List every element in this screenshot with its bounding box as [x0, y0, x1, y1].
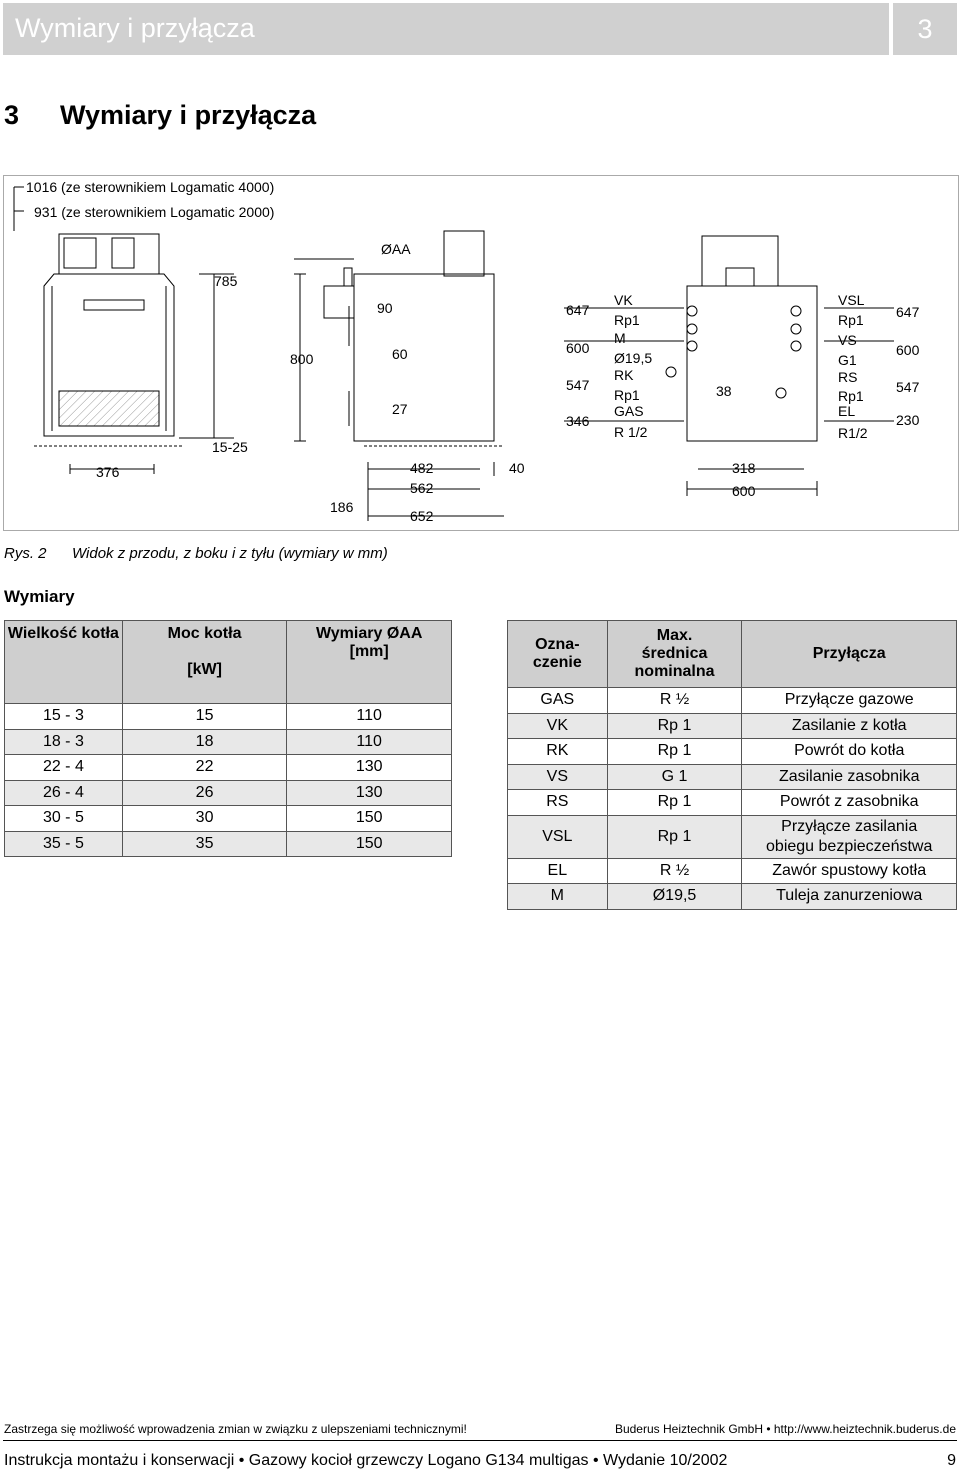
t1-cell: 22: [122, 755, 287, 781]
header-section-number: 3: [893, 3, 957, 55]
t1-cell: 18: [122, 729, 287, 755]
dim-785: 785: [214, 273, 238, 289]
t2-cell: Zasilanie z kotła: [742, 713, 957, 739]
t1-cell: 30 - 5: [5, 806, 123, 832]
dim-652: 652: [410, 508, 434, 524]
dim-482: 482: [410, 460, 434, 476]
t1-cell: 110: [287, 729, 452, 755]
dim-15-25: 15-25: [212, 439, 248, 455]
rear-right-h-2: 547: [896, 379, 920, 395]
t1-cell: 130: [287, 755, 452, 781]
table-row: [5, 729, 452, 755]
t1-cell: 15 - 3: [5, 704, 123, 730]
t1-cell: 15: [122, 704, 287, 730]
rear-left-size-2: Rp1: [614, 387, 640, 403]
rear-right-size-0: Rp1: [838, 312, 864, 328]
t2-cell: RS: [508, 790, 608, 816]
rear-right-h-0: 647: [896, 304, 920, 320]
rear-left-h-0: 647: [566, 302, 590, 318]
rear-left-code-2: RK: [614, 367, 634, 383]
t1-header-power: Moc kotła [kW]: [122, 621, 287, 704]
t1-cell: 18 - 3: [5, 729, 123, 755]
table-row: [508, 815, 957, 858]
t2-cell: G 1: [607, 764, 742, 790]
header-title: Wymiary i przyłącza: [15, 13, 255, 43]
drawing-svg: [4, 176, 958, 530]
t2-cell: Powrót z zasobnika: [742, 790, 957, 816]
page-header-bar: [3, 3, 889, 55]
t1-cell: 150: [287, 806, 452, 832]
t2-cell: Tuleja zanurzeniowa: [742, 884, 957, 910]
rear-left-h-3: 346: [566, 413, 590, 429]
table-row: [508, 764, 957, 790]
t1-cell: 150: [287, 831, 452, 857]
rear-right-code-1: VS: [838, 332, 857, 348]
rear-right-h-1: 600: [896, 342, 920, 358]
dim-800: 800: [290, 351, 314, 367]
rear-right-h-3: 230: [896, 412, 920, 428]
width-label-2: 931 (ze sterownikiem Logamatic 2000): [34, 204, 275, 220]
dim-318: 318: [732, 460, 756, 476]
t2-cell: Powrót do kotła: [742, 739, 957, 765]
table-row: [5, 704, 452, 730]
caption-text: Widok z przodu, z boku i z tyłu (wymiary w mm): [72, 545, 388, 562]
rear-left-h-2: 547: [566, 377, 590, 393]
t2-cell: Rp 1: [607, 790, 742, 816]
t1-cell: 26 - 4: [5, 780, 123, 806]
rear-left-code-1: M: [614, 330, 626, 346]
table-row: [5, 780, 452, 806]
t2-header-diameter: Max. średnica nominalna: [607, 621, 742, 688]
table-row: [508, 858, 957, 884]
rear-left-size-0: Rp1: [614, 312, 640, 328]
page-number: 9: [947, 1452, 956, 1469]
t2-cell: Ø19,5: [607, 884, 742, 910]
table-row: [508, 688, 957, 714]
dim-27: 27: [392, 401, 408, 417]
dim-600: 600: [732, 483, 756, 499]
rear-right-code-0: VSL: [838, 292, 865, 308]
rear-right-code-2: RS: [838, 369, 858, 385]
t2-cell: VK: [508, 713, 608, 739]
dimensions-heading: Wymiary: [4, 587, 75, 606]
dim-oaa: ØAA: [381, 241, 411, 257]
rear-left-code-3: GAS: [614, 403, 644, 419]
t2-cell: Rp 1: [607, 739, 742, 765]
t1-cell: 110: [287, 704, 452, 730]
rear-right-code-3: EL: [838, 403, 856, 419]
caption-label: Rys. 2: [4, 545, 47, 562]
table-row: [5, 755, 452, 781]
section-title: [4, 100, 316, 131]
footer-divider: [3, 1440, 957, 1441]
dim-90: 90: [377, 300, 393, 316]
t2-cell: Rp 1: [607, 713, 742, 739]
t2-cell: VS: [508, 764, 608, 790]
t1-cell: 35 - 5: [5, 831, 123, 857]
rear-right-size-1: G1: [838, 352, 857, 368]
t1-cell: 22 - 4: [5, 755, 123, 781]
table-row: [508, 790, 957, 816]
table-row: [508, 884, 957, 910]
t1-header-size: Wielkość kotła: [5, 621, 123, 704]
t2-cell: Przyłącze gazowe: [742, 688, 957, 714]
footer-doc-title: Instrukcja montażu i konserwacji • Gazowy kocioł grzewczy Logano G134 multigas • Wydanie 10/2002: [4, 1452, 728, 1469]
t2-cell: Zawór spustowy kotła: [742, 858, 957, 884]
dim-376: 376: [96, 464, 120, 480]
t2-cell: Rp 1: [607, 815, 742, 858]
rear-left-size-1: Ø19,5: [614, 350, 653, 366]
t2-cell: Przyłącze zasilania obiegu bezpieczeństwa: [742, 815, 957, 858]
connections-table: [507, 620, 957, 910]
t2-cell: GAS: [508, 688, 608, 714]
t1-cell: 26: [122, 780, 287, 806]
t2-cell: Zasilanie zasobnika: [742, 764, 957, 790]
section-title-text: Wymiary i przyłącza: [60, 100, 317, 130]
dim-186: 186: [330, 499, 354, 515]
t2-cell: VSL: [508, 815, 608, 858]
dimension-drawing: [3, 175, 959, 531]
table-row: [508, 739, 957, 765]
section-number: 3: [4, 100, 20, 130]
t1-cell: 130: [287, 780, 452, 806]
t1-cell: 30: [122, 806, 287, 832]
t2-header-code: Ozna- czenie: [508, 621, 608, 688]
t1-cell: 35: [122, 831, 287, 857]
dimensions-table: [4, 620, 452, 857]
footer-notice: Zastrzega się możliwość wprowadzenia zmian w związku z ulepszeniami technicznymi!: [4, 1422, 467, 1436]
table-row: [508, 713, 957, 739]
dim-60: 60: [392, 346, 408, 362]
rear-right-size-3: R1/2: [838, 425, 868, 441]
rear-right-size-2: Rp1: [838, 388, 864, 404]
t1-header-dim: Wymiary ØAA [mm]: [287, 621, 452, 704]
dim-40: 40: [509, 460, 525, 476]
footer-company: Buderus Heiztechnik GmbH • http://www.heiztechnik.buderus.de: [614, 1422, 956, 1436]
table-row: [5, 806, 452, 832]
width-label-1: 1016 (ze sterownikiem Logamatic 4000): [26, 179, 275, 195]
t2-cell: EL: [508, 858, 608, 884]
rear-left-h-1: 600: [566, 340, 590, 356]
t2-cell: RK: [508, 739, 608, 765]
rear-left-size-3: R 1/2: [614, 424, 648, 440]
t2-cell: M: [508, 884, 608, 910]
rear-left-code-0: VK: [614, 292, 633, 308]
t2-cell: R ½: [607, 858, 742, 884]
t2-header-connection: Przyłącza: [742, 621, 957, 688]
t2-cell: R ½: [607, 688, 742, 714]
dim-562: 562: [410, 480, 434, 496]
figure-caption: [4, 545, 388, 562]
table-row: [5, 831, 452, 857]
dim-38: 38: [716, 383, 732, 399]
